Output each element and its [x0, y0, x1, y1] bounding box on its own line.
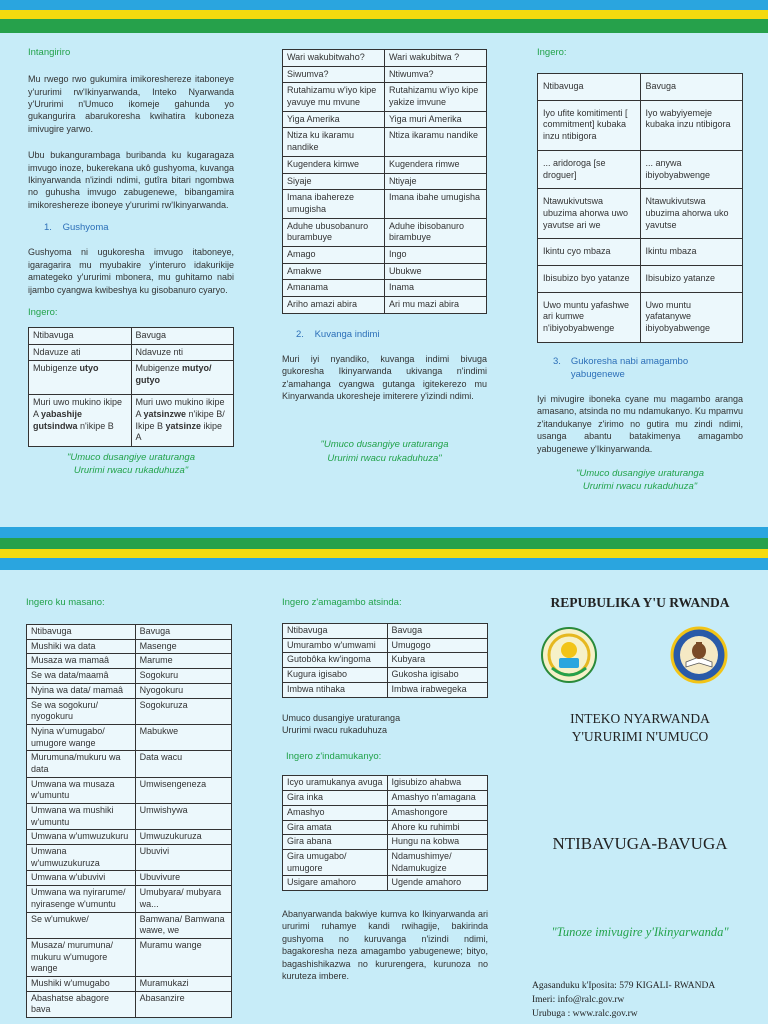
table-row — [283, 835, 488, 850]
table-cell: Ntawukivutswa ubuzima ahorwa uko yavutse — [640, 189, 743, 239]
atsinda-title: Ingero z'amagambo atsinda: — [282, 597, 402, 608]
table-cell: Amakwe — [283, 263, 385, 280]
atsinda-table — [282, 623, 488, 697]
table-row — [538, 74, 743, 101]
panel-greetings — [282, 596, 488, 982]
table-row — [27, 830, 232, 845]
table-cell: Ubuvivi — [135, 845, 231, 871]
table-cell: Kugendera rimwe — [385, 156, 487, 173]
table-cell — [131, 361, 234, 395]
table-row — [538, 150, 743, 188]
table-cell: Siwumva? — [283, 66, 385, 83]
table-cell: Ahore ku ruhimbi — [387, 820, 487, 835]
table-cell: Ntiwumva? — [385, 66, 487, 83]
intro-paragraph-1: Mu rwego rwo gukumira imikoreshereze itaboneye y'ururimi rw'Ikinyarwanda, Inteko Nyarwanda y'Ururimi n'Umuco ikomeje gahunda yo gukangurira abarukoresha kwihatira kuboneza imivugire yarwo. — [28, 74, 234, 134]
mid-stripe-yellow — [0, 549, 768, 558]
table-row — [538, 292, 743, 342]
table-cell: Gira amata — [283, 820, 388, 835]
table-cell: Umwana wa mushiki w'umuntu — [27, 804, 136, 830]
table-cell: Imbwa ntihaka — [283, 682, 388, 697]
section-1-text: Gushyoma ni ugukoresha imvugo itaboneye, igaragarira mu myubakire y'interuro idakurikije amategeko y'ururimi mbonera, mu guhitamo nabi ijambo cyangwa kwibeshya ku gisobanuro cyaryo. — [28, 247, 234, 295]
table-cell: Imana ibahereze umugisha — [283, 190, 385, 218]
cell-text: Mubigenze — [135, 363, 183, 374]
table-cell: Ubuvivure — [135, 871, 231, 886]
table-cell: Uwo muntu yafatanywe ibiyobyabwenge — [640, 292, 743, 342]
table-row — [29, 395, 234, 447]
motto-quote-line-1: "Umuco dusangiye uraturanga — [66, 452, 195, 464]
table-cell: Umwana w'umwuzukuruza — [27, 845, 136, 871]
table-cell: Umwana w'ubuvivi — [27, 871, 136, 886]
gushyoma-table — [28, 327, 234, 447]
mid-stripe-blue-2 — [0, 558, 768, 570]
table-row — [538, 239, 743, 266]
table-cell — [29, 361, 132, 395]
motto-quote-line-2: Ururimi rwacu rukaduhuza" — [327, 452, 442, 464]
table-row — [283, 668, 488, 683]
panel-kinship — [26, 596, 232, 1018]
table-cell: Bavuga — [387, 624, 487, 639]
cell-emphasis: yabashije gutsindwa — [33, 409, 83, 431]
section-3-heading — [537, 355, 743, 381]
org-name-line-1: INTEKO NYARWANDA — [570, 711, 710, 726]
table-cell: Kugura igisabo — [283, 668, 388, 683]
table-row — [27, 871, 232, 886]
panel-intro — [28, 46, 234, 477]
table-row — [283, 128, 487, 156]
cell-text: Mubigenze — [33, 363, 80, 374]
table-row — [283, 776, 488, 791]
section-1-number: 1. — [44, 222, 52, 234]
table-cell: Yiga muri Amerika — [385, 111, 487, 128]
section-2-title: Kuvanga indimi — [314, 328, 380, 340]
table-row — [283, 156, 487, 173]
panel-examples-3 — [537, 46, 743, 493]
table-row — [27, 777, 232, 803]
table-cell: Hungu na kobwa — [387, 835, 487, 850]
motto-quote-line-1: "Umuco dusangiye uraturanga — [575, 467, 704, 479]
table-row — [283, 805, 488, 820]
panel-cover-body — [520, 710, 760, 941]
table-cell: Se w'umukwe/ — [27, 912, 136, 938]
closing-paragraph: Abanyarwanda bakwiye kumva ko Ikinyarwanda ari ururimi ruhamye kandi rwihagije, bakirinda gushyoma no kuruvanga n'izindi ndimi, bagakoresha neza amagambo yabugenewe; bityo, bagashishikazwa no kururengera, kurunoza no kuruteza imbere. — [282, 908, 488, 981]
table-cell: Mabukwe — [135, 724, 231, 750]
table-cell: Ntawukivutswa ubuzima ahorwa uwo yavutse ari we — [538, 189, 641, 239]
table-cell: Umurambo w'umwami — [283, 638, 388, 653]
table-cell: Amashongore — [387, 805, 487, 820]
table-row — [283, 280, 487, 297]
table-cell: Imbwa irabwegeka — [387, 682, 487, 697]
table-cell: Se wa data/maamâ — [27, 669, 136, 684]
table-cell: Amashyo — [283, 805, 388, 820]
table-cell: Gira inka — [283, 791, 388, 806]
table-cell: Ntibavuga — [27, 625, 136, 640]
table-cell: Rutahizamu w'iyo kipe yakize imvune — [385, 83, 487, 111]
table-cell: Imana ibahe umugisha — [385, 190, 487, 218]
org-name-line-2: Y'URURIMI N'UMUCO — [571, 729, 709, 745]
section-2-text: Muri iyi nyandiko, kuvanga indimi bivuga gukoresha Ikinyarwanda ukivanga n'indimi z'amahanga cyangwa gutanga igitekerezo mu Kinyarwanda ukoresheje imiterere y'izindi ndimi. — [282, 353, 487, 402]
section-3-number: 3. — [553, 355, 561, 367]
table-cell: Sogokuruza — [135, 698, 231, 724]
table-row — [27, 669, 232, 684]
table-row — [538, 100, 743, 150]
table-cell: Ndavuze nti — [131, 344, 234, 361]
section-2-number: 2. — [296, 328, 304, 340]
cell-emphasis: yatsinze — [165, 420, 202, 431]
table-cell: Abasanzire — [135, 991, 231, 1017]
table-cell: Ari mu mazi abira — [385, 297, 487, 314]
table-cell: Siyaje — [283, 173, 385, 190]
table-cell: Ntibavuga — [283, 624, 388, 639]
greetings-title: Ingero z'indamukanyo: — [286, 751, 382, 763]
cell-text: n'ikipe B — [77, 420, 114, 431]
table-cell: Ntiza ikaramu nandike — [385, 128, 487, 156]
panel-cover — [520, 594, 760, 613]
table-row — [27, 654, 232, 669]
cell-text: Muri uwo mukino ikipe A — [33, 397, 123, 420]
table-cell: Data wacu — [135, 751, 231, 777]
table-cell: Ibisubizo yatanze — [640, 265, 743, 292]
section-3-title: Gukoresha nabi amagambo yabugenewe — [570, 355, 689, 380]
table-row — [27, 991, 232, 1017]
section-3-text: Iyi mivugire iboneka cyane mu magambo aranga amasano, atsinda no mu ndamukanyo. Ku mpamvu z'itandukanye z'irimo no gutira mu zindi ndimi, usanga abantu batakimenya amagambo yabugenewe y'Ikinyarwanda. — [537, 393, 743, 454]
table-cell: Ndavuze ati — [29, 344, 132, 361]
table-cell: Uwo muntu yafashwe ari kumwe n'ibiyobyabwenge — [538, 292, 641, 342]
top-stripe-yellow — [0, 10, 768, 19]
table-row — [283, 83, 487, 111]
table-row — [283, 190, 487, 218]
table-cell: Musaza wa mamaâ — [27, 654, 136, 669]
table-cell: Usigare amahoro — [283, 876, 388, 891]
kinship-table — [26, 624, 232, 1018]
table-row — [283, 50, 487, 67]
table-row — [29, 328, 234, 345]
email-address: Imeri: info@ralc.gov.rw — [532, 994, 625, 1005]
table-cell: Umugogo — [387, 638, 487, 653]
table-row — [283, 297, 487, 314]
republic-title: REPUBULIKA Y'U RWANDA — [550, 595, 730, 610]
table-row — [29, 344, 234, 361]
table-cell: Bavuga — [131, 328, 234, 345]
panel-examples-2 — [282, 49, 487, 465]
table-cell: Ntiyaje — [385, 173, 487, 190]
table-cell: Umwana wa nyirarume/ nyirasenge w'umuntu — [27, 886, 136, 912]
table-cell: Nyina w'umugabo/ umugore wange — [27, 724, 136, 750]
table-cell: Yiga Amerika — [283, 111, 385, 128]
brochure-title: NTIBAVUGA-BAVUGA — [552, 834, 728, 854]
table-row — [283, 820, 488, 835]
table-cell: Ikintu cyo mbaza — [538, 239, 641, 266]
table-row — [538, 189, 743, 239]
table-row — [27, 625, 232, 640]
table-cell: Umwana wa musaza w'umuntu — [27, 777, 136, 803]
table-cell: Marume — [135, 654, 231, 669]
table-cell: Se wa sogokuru/ nyogokuru — [27, 698, 136, 724]
table-cell: Bavuga — [640, 74, 743, 101]
table-row — [538, 265, 743, 292]
table-row — [283, 66, 487, 83]
table-cell: Muramukazi — [135, 976, 231, 991]
table-cell: Muramu wange — [135, 938, 231, 976]
table-cell: Igisubizo ahabwa — [387, 776, 487, 791]
table-cell: Ntiza ku ikaramu nandike — [283, 128, 385, 156]
cell-text: ikipe A — [135, 420, 223, 443]
table-cell — [131, 395, 234, 447]
table-cell: Iyo wabyiyemeje kubaka inzu ntibigora — [640, 100, 743, 150]
kuvanga-table — [537, 73, 743, 343]
table-cell: Umwana w'umwuzukuru — [27, 830, 136, 845]
table-cell: Umwisengeneza — [135, 777, 231, 803]
table-row — [283, 638, 488, 653]
motto-quote-line-1: "Umuco dusangiye uraturanga — [320, 439, 449, 451]
table-cell: Ugende amahoro — [387, 876, 487, 891]
table-cell: Ndamushimye/ Ndamukugize — [387, 849, 487, 875]
table-row — [27, 724, 232, 750]
table-cell: Nyina wa data/ mamaâ — [27, 683, 136, 698]
motto-quote-line-2: Ururimi rwacu rukaduhuza" — [582, 481, 698, 493]
table-cell: Ibisubizo byo yatanze — [538, 265, 641, 292]
table-cell: Umwuzukuruza — [135, 830, 231, 845]
table-cell: Sogokuru — [135, 669, 231, 684]
table-cell — [29, 395, 132, 447]
table-cell: Masenge — [135, 639, 231, 654]
website-address: Urubuga : www.ralc.gov.rw — [532, 1008, 638, 1019]
table-cell: Ariho amazi abira — [283, 297, 385, 314]
table-row — [283, 111, 487, 128]
table-row — [27, 751, 232, 777]
postal-address: Agasanduku k'Iposita: 579 KIGALI- RWANDA — [532, 981, 716, 991]
table-row — [283, 876, 488, 891]
table-cell: Gukosha igisabo — [387, 668, 487, 683]
cell-emphasis: utyo — [79, 363, 99, 374]
table-cell: Bavuga — [135, 625, 231, 640]
section-1-title: Gushyoma — [62, 222, 109, 234]
table-row — [283, 246, 487, 263]
table-cell: Abashatse abagore bava — [27, 991, 136, 1017]
table-cell: Kubyara — [387, 653, 487, 668]
table-cell: Amago — [283, 246, 385, 263]
table-cell: Murumuna/mukuru wa data — [27, 751, 136, 777]
table-row — [27, 845, 232, 871]
table-cell: Ntibavuga — [538, 74, 641, 101]
table-row — [27, 938, 232, 976]
table-cell: Bamwana/ Bamwana wawe, we — [135, 912, 231, 938]
table-cell: Ikintu mbaza — [640, 239, 743, 266]
table-cell: Wari wakubitwaho? — [283, 50, 385, 67]
table-cell: Wari wakubitwa ? — [385, 50, 487, 67]
table-cell: Umwishywa — [135, 804, 231, 830]
gushyoma-table-continued — [282, 49, 487, 314]
table-cell: Icyo uramukanya avuga — [283, 776, 388, 791]
institution-seal-icon — [670, 626, 728, 684]
cell-text: n'ikipe B/ Ikipe B — [135, 409, 225, 431]
table-cell: Iyo ufite komitimenti [ commitment] kubaka inzu ntibigora — [538, 100, 641, 150]
section-1-heading — [28, 221, 234, 234]
section-2-heading — [282, 328, 487, 341]
table-row — [27, 912, 232, 938]
top-stripe-blue — [0, 0, 768, 10]
contact-block — [532, 980, 762, 1021]
table-row — [27, 698, 232, 724]
table-cell: Amashyo n'amagana — [387, 791, 487, 806]
top-stripe-green — [0, 19, 768, 33]
cell-emphasis: mutyo/ gutyo — [135, 363, 212, 386]
table-cell: Mushiki w'umugabo — [27, 976, 136, 991]
motto-quote-line-2: Ururimi rwacu rukaduhuza" — [73, 465, 189, 477]
table-cell: Gira abana — [283, 835, 388, 850]
table-cell: Musaza/ murumuna/ mukuru w'umugore wange — [27, 938, 136, 976]
table-cell: Umubyara/ mubyara wa... — [135, 886, 231, 912]
examples-label: Ingero: — [28, 306, 58, 318]
table-cell: Ingo — [385, 246, 487, 263]
table-cell: Kugendera kimwe — [283, 156, 385, 173]
table-cell: Aduhe ubusobanuro burambuye — [283, 218, 385, 246]
examples-label: Ingero: — [537, 47, 567, 58]
table-row — [283, 653, 488, 668]
table-cell: Gutobôka kw'ingoma — [283, 653, 388, 668]
table-row — [27, 804, 232, 830]
table-row — [283, 682, 488, 697]
greetings-table — [282, 775, 488, 891]
intro-title: Intangiriro — [28, 47, 71, 58]
table-row — [27, 976, 232, 991]
table-cell: Ntibavuga — [29, 328, 132, 345]
cell-emphasis: yatsinzwe — [143, 409, 187, 420]
mid-stripe-green — [0, 538, 768, 549]
slogan: "Tunoze imivugire y'Ikinyarwanda" — [551, 924, 729, 939]
motto-line-1: Umuco dusangiye uraturanga — [282, 712, 401, 723]
kinship-title: Ingero ku masano: — [26, 597, 105, 608]
table-cell: ... anywa ibiyobyabwenge — [640, 150, 743, 188]
table-cell: Inama — [385, 280, 487, 297]
intro-paragraph-2: Ubu bukangurambaga buribanda ku kugaragaza imvugo inoze, bukerekana ukô gushyoma, kuvanga Ikinyarwanda n'izindi ndimi, gutîra bitari ngombwa no guhusha imvugo zabugenewe, bibangamira imikoreshereze iboneye y'ururimi rw'Ikinyarwanda. — [28, 150, 234, 210]
table-row — [29, 361, 234, 395]
table-cell: Rutahizamu w'iyo kipe yavuye mu mvune — [283, 83, 385, 111]
table-cell: Gira umugabo/ umugore — [283, 849, 388, 875]
table-row — [283, 173, 487, 190]
table-cell: Amanama — [283, 280, 385, 297]
table-cell: Mushiki wa data — [27, 639, 136, 654]
national-seal-icon — [540, 626, 598, 684]
table-row — [283, 218, 487, 246]
mid-stripe-blue — [0, 527, 768, 538]
table-row — [27, 886, 232, 912]
table-row — [27, 683, 232, 698]
table-row — [283, 624, 488, 639]
table-row — [283, 791, 488, 806]
cell-text: Muri uwo mukino ikipe A — [135, 397, 225, 420]
table-row — [283, 849, 488, 875]
table-cell: Nyogokuru — [135, 683, 231, 698]
table-cell: ... aridoroga [se droguer] — [538, 150, 641, 188]
motto-line-2: Ururimi rwacu rukaduhuza — [282, 724, 388, 735]
table-row — [27, 639, 232, 654]
table-cell: Aduhe ibisobanuro birambuye — [385, 218, 487, 246]
table-cell: Ubukwe — [385, 263, 487, 280]
table-row — [283, 263, 487, 280]
